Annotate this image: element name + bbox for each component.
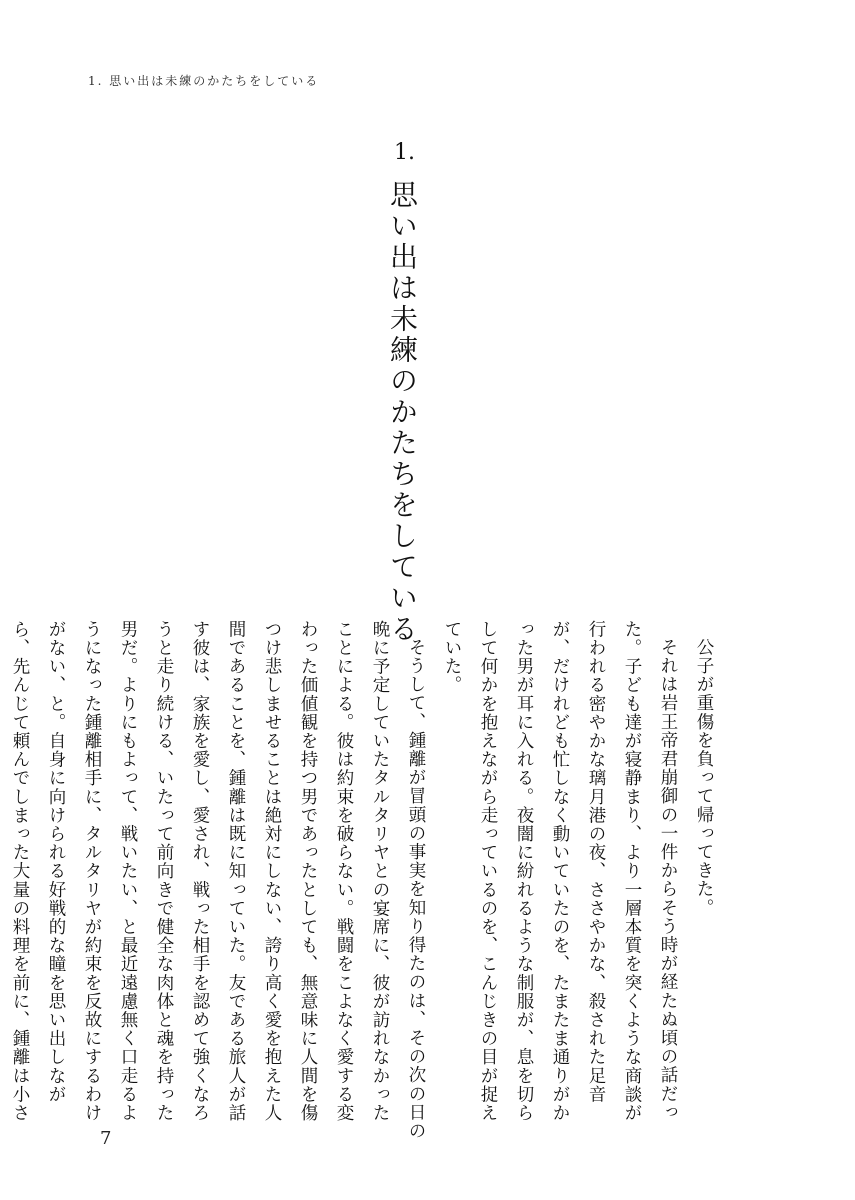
chapter-number: 1. — [394, 140, 415, 165]
paragraph: そうして、鍾離が冒頭の事実を知り得たのは、その次の日の晩に予定していたタルタリヤとの宴席に、彼が訪れなかったことによる。彼は約束を破らない。戦闘をこよなく愛する変わった価値観を持つ男であったとしても、無意味に人間を傷つけ悲しませることは絶対にしない、誇り高く愛を抱えた人間であることを、鍾離は既に知っていた。友である旅人が話す彼は、家族を愛し、愛され、戦った相手を認めて強くなろうと走り続ける、いたって前向きで健全な肉体と魂を持った男だ。よりにもよって、戦いたい、と最近遠慮無く口走るようになった鍾離相手に、タルタリヤが約束を反故にするわけがない、と。自身に向けられる好戦的な瞳を思い出しながら、先んじて頼んでしまった大量の料理を前に、鍾離は小さ — [10, 620, 426, 1140]
paragraph: それは岩王帝君崩御の一件からそう時が経たぬ頃の話だった。子ども達が寝静まり、より一層本質を突くような商談が行われる密やかな璃月港の夜、ささやかな、殺された足音が、だけれども忙しなく動いていたのを、たまたま通りがかった男が耳に入れる。夜闇に紛れるような制服が、息を切らして何かを抱えながら走っているのを、こんじきの目が捉えていた。 — [442, 620, 678, 1123]
paragraph: 公子が重傷を負って帰ってきた。 — [694, 637, 714, 917]
body-text — [10, 620, 722, 1140]
page-number: 7 — [100, 1128, 112, 1149]
chapter-title: 思い出は未練のかたちをしている — [386, 180, 419, 645]
running-header: 1. 思い出は未練のかたちをしている — [88, 74, 320, 88]
